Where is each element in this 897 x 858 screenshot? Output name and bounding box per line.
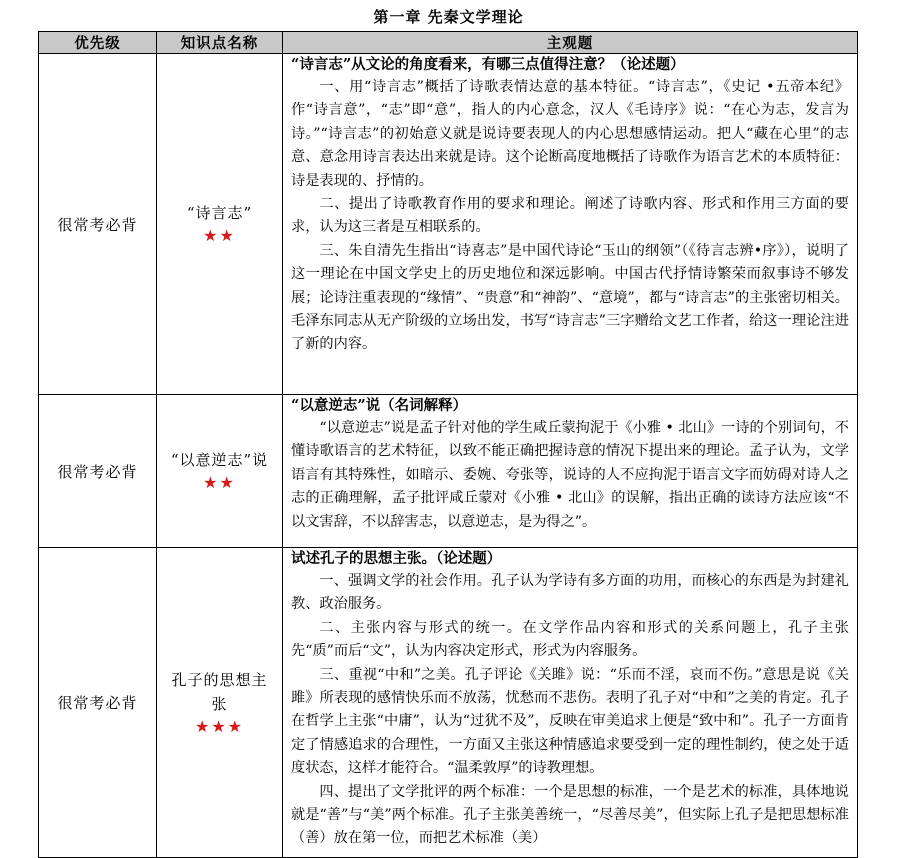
priority-cell: 很常考必背 xyxy=(39,395,157,548)
answer-cell xyxy=(283,548,858,858)
knowledge-name: “诗言志” xyxy=(186,204,253,222)
answer-paragraph: 三、朱自清先生指出“诗喜志”是中国代诗论“玉山的纲领”（《待言志辨•序》），说明了这一理论在中国文学史上的历史地位和深远影响。中国古代抒情诗繁荣而叙事诗不够发展；论诗注重表现的“缘情”、“贵意”和“神韵”、“意境”，都与“诗言志”的主张密切相关。毛泽东同志从无产阶级的立场出发，书写“诗言志”三字赠给文艺工作者，给这一理论注进了新的内容。 xyxy=(291,242,849,353)
table-row xyxy=(39,54,858,395)
priority-cell: 很常考必背 xyxy=(39,548,157,858)
table-row xyxy=(39,395,858,548)
priority-cell: 很常考必背 xyxy=(39,54,157,395)
knowledge-cell xyxy=(157,54,283,395)
knowledge-cell xyxy=(157,548,283,858)
table-row xyxy=(39,548,858,858)
answer-paragraph: 二、主张内容与形式的统一。在文学作品内容和形式的关系问题上，孔子主张先“质”而后“文”，认为内容决定形式，形式为内容服务。 xyxy=(291,619,849,660)
table-header-row xyxy=(39,32,858,54)
knowledge-name: 孔子的思想主张 xyxy=(171,670,268,713)
answer-cell xyxy=(283,395,858,548)
answer-paragraph: 二、提出了诗歌教育作用的要求和理论。阐述了诗歌内容、形式和作用三方面的要求，认为这三者是互相联系的。 xyxy=(291,196,849,236)
header-subjective: 主观题 xyxy=(283,32,858,54)
star-rating: ★★★ xyxy=(194,716,245,736)
header-knowledge: 知识点名称 xyxy=(157,32,283,54)
answer-paragraph: 四、提出了文学批评的两个标准：一个是思想的标准，一个是艺术的标准，具体地说就是“善”与“美”两个标准。孔子主张美善统一，“尽善尽美”，但实际上孔子是把思想标准（善）放在第一位，而把艺术标准（美） xyxy=(291,783,849,847)
knowledge-name: “以意逆志”说 xyxy=(170,451,269,469)
answer-paragraph: 一、用“诗言志”概括了诗歌表情达意的基本特征。“诗言志”，《史记 •五帝本纪》作“诗言意”，“志”即“意”，指人的内心意念，汉人《毛诗序》说：“在心为志，发言为诗。”“诗言志”的初始意义就是说诗要表现人的内心思想感情运动。把人“藏在心里”的志意、意念用诗言表达出来就是诗。这个论断高度地概括了诗歌作为语言艺术的本质特征：诗是表现的、抒情的。 xyxy=(291,79,849,189)
question-title: “诗言志”从文论的角度看来，有哪三点值得注意？（论述题） xyxy=(291,56,685,73)
answer-cell xyxy=(283,54,858,395)
answer-paragraph: 三、重视“中和”之美。孔子评论《关雎》说：“乐而不淫，哀而不伤。”意思是说《关雎》所表现的感情快乐而不放荡，忧愁而不悲伤。表明了孔子对“中和”之美的肯定。孔子在哲学上主张“中庸”，认为“过犹不及”，反映在审美追求上便是“致中和”。孔子一方面肯定了情感追求的合理性，一方面又主张这种情感追求要受到一定的理性制约，使之处于适度状态，这样才能符合。“温柔敦厚”的诗教理想。 xyxy=(291,666,849,777)
knowledge-cell xyxy=(157,395,283,548)
star-rating: ★★ xyxy=(203,473,236,492)
answer-paragraph: “以意逆志”说是孟子针对他的学生咸丘蒙拘泥于《小雅 • 北山》一诗的个别词句，不懂诗歌语言的艺术特征，以致不能正确把握诗意的情况下提出来的理论。孟子认为，文学语言有其特殊性，如暗示、委婉、夸张等，说诗的人不应拘泥于语言文字而妨碍对诗人之志的正确理解，孟子批评咸丘蒙对《小雅 • 北山》的误解，指出正确的读诗方法应该“不以文害辞，不以辞害志，以意逆志，是为得之”。 xyxy=(291,420,849,530)
star-rating: ★★ xyxy=(203,226,236,245)
knowledge-table xyxy=(38,31,858,858)
header-priority: 优先级 xyxy=(39,32,157,54)
answer-paragraph: 一、强调文学的社会作用。孔子认为学诗有多方面的功用，而核心的东西是为封建礼教、政治服务。 xyxy=(291,573,849,613)
chapter-title: 第一章 先秦文学理论 xyxy=(373,8,524,26)
question-title: “以意逆志”说（名词解释） xyxy=(291,397,468,414)
question-title: 试述孔子的思想主张。（论述题） xyxy=(291,550,502,567)
